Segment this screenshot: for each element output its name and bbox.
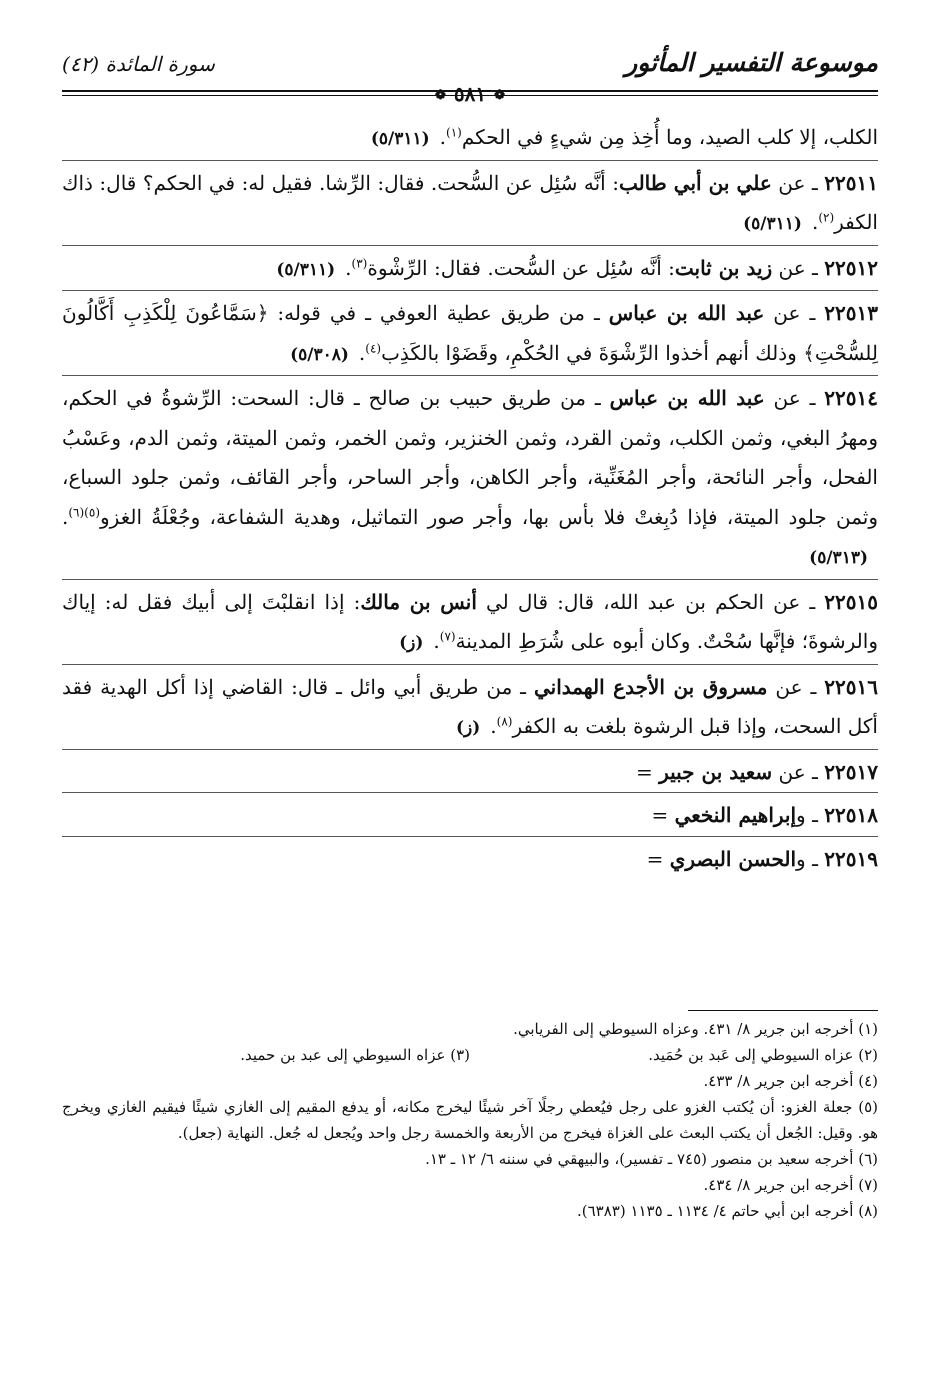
footnote-8: (٨) أخرجه ابن أبي حاتم ٤/ ١١٣٤ ـ ١١٣٥ (٦٣٨٣). — [576, 1202, 878, 1220]
narrator-name: الحسن البصري — [669, 846, 797, 871]
narrator-name: مسروق بن الأجدع الهمداني — [533, 674, 768, 699]
entry-22518: ٢٢٥١٨ ـ وإبراهيم النخعي = — [62, 792, 878, 836]
page-number-block — [62, 82, 878, 106]
entry-continuation: الكلب، إلا كلب الصيد، وما أُخِذ مِن شيءٍ في الحكم$^{(١)}$.(٥/٣١١) — [370, 125, 878, 149]
header-rule — [62, 90, 878, 92]
footnote-6: (٦) أخرجه سعيد بن منصور (٧٤٥ ـ تفسير)، والبيهقي في سننه ٦/ ١٢ ـ ١٣. — [425, 1150, 878, 1168]
surah-title: سورة المائدة (٤٢) — [62, 52, 215, 76]
ornament-icon: ❁ — [494, 88, 506, 103]
entry-22512: ٢٢٥١٢ ـ عن زيد بن ثابت: أنَّه سُئِل عن السُّحت. فقال: الرِّشْوة$^{(٣)}$.(٥/٣١١) — [62, 245, 878, 291]
footnote-2: (٢) عزاه السيوطي إلى عَبد بن حُمَيد. — [648, 1046, 878, 1064]
footnote-marker: (٨) — [496, 714, 513, 729]
entry-22517: ٢٢٥١٧ ـ عن سعيد بن جبير = — [62, 749, 878, 793]
entry-number: ٢٢٥١٩ — [824, 846, 878, 871]
volume-reference: (٥/٣٠٨) — [290, 344, 349, 365]
entry-number: ٢٢٥١١ — [824, 170, 878, 195]
narrator-name: علي بن أبي طالب — [618, 170, 772, 195]
footnote-marker: (٤) — [365, 340, 382, 355]
entry-number: ٢٢٥١٧ — [824, 759, 878, 784]
footnotes — [62, 1016, 878, 1224]
footnote-5: (٥) جعلة الغزو: أن يُكتب الغزو على رجل فيُعطي رجلًا آخر شيئًا ليخرج مكانه، أو يدفع المقيم إلى الغازي شيئًا فيقيم الغازي ويخرج هو. وقيل: الجُعل أن يكتب البعث على الغزاة فيخرج من الأربعة والخمسة رجل واحد ويُجعل له جُعل. النهاية (جعل). — [62, 1098, 878, 1142]
footnote-row-2-3 — [62, 1042, 878, 1068]
entry-number: ٢٢٥١٢ — [824, 255, 878, 280]
footnote-marker: (١) — [446, 125, 462, 140]
entry-22511: ٢٢٥١١ ـ عن علي بن أبي طالب: أنَّه سُئِل عن السُّحت. فقال: الرِّشا. فقيل له: في الحكم؟ قال: ذاك الكفر$^{(٢)}$.(٥/٣١١) — [62, 160, 878, 245]
footnote-7: (٧) أخرجه ابن جرير ٨/ ٤٣٤. — [703, 1176, 878, 1194]
footnote-1: (١) أخرجه ابن جرير ٨/ ٤٣١. وعزاه السيوطي إلى الفريابي. — [513, 1020, 878, 1038]
entry-22515: ٢٢٥١٥ ـ عن الحكم بن عبد الله، قال: قال لي أنس بن مالك: إذا انقلبْتَ إلى أبيك فقل له: إياك والرشوةَ؛ فإنَّها سُحْتٌ. وكان أبوه على شُرَطِ المدينة$^{(٧)}$.(ز) — [62, 579, 878, 664]
volume-reference: (٥/٣١١) — [276, 259, 336, 280]
footnote-marker: (٥)(٦) — [68, 504, 101, 519]
footnote-separator — [688, 1010, 878, 1011]
narrator-name: سعيد بن جبير — [659, 759, 773, 784]
entry-number: ٢٢٥١٣ — [824, 301, 879, 325]
entry-22516: ٢٢٥١٦ ـ عن مسروق بن الأجدع الهمداني ـ من طريق أبي وائل ـ قال: القاضي إذا أكل الهدية فقد أكل السحت، وإذا قبل الرشوة بلغت به الكفر$^{(٨)}$.(ز) — [62, 664, 878, 749]
main-text — [62, 118, 878, 879]
entry-number: ٢٢٥١٦ — [824, 674, 878, 699]
volume-reference: (٥/٣١١) — [370, 129, 430, 149]
footnote-3: (٣) عزاه السيوطي إلى عبد بن حميد. — [240, 1046, 470, 1064]
entry-number: ٢٢٥١٥ — [824, 589, 878, 614]
volume-reference: (ز) — [399, 633, 424, 653]
ornament-icon: ❁ — [434, 88, 446, 103]
footnote-4: (٤) أخرجه ابن جرير ٨/ ٤٣٣. — [703, 1072, 878, 1090]
entry-22514: ٢٢٥١٤ ـ عن عبد الله بن عباس ـ من طريق حبيب بن صالح ـ قال: السحت: الرِّشوةُ في الحكم، ومهرُ البغي، وثمن الكلب، وثمن القرد، وثمن الخنزير، وثمن الخمر، وثمن الميتة، وثمن الدم، وعَسْبُ الفحل، وأجر النائحة، وأجر المُغَنِّية، وأجر الكاهن، وأجر الساحر، وأجر القائف، وثمن جلود السباع، وثمن جلود الميتة، فإذا دُبِغتْ فلا بأس بها، وأجر صور التماثيل، وهدية الشفاعة، وجُعْلَةُ الغزو$^{(٥)(٦)}$.(٥/٣١٣) — [62, 375, 878, 579]
footnote-marker: (٢) — [818, 210, 835, 225]
volume-reference: (٥/٣١١) — [743, 214, 802, 234]
entry-22519: ٢٢٥١٩ ـ والحسن البصري = — [62, 836, 878, 880]
quran-verse: ﴿سَمَّاعُونَ لِلْكَذِبِ أَكَّالُونَ لِلسُّحْتِ﴾ — [62, 301, 878, 365]
narrator-name: عبد الله بن عباس — [609, 386, 765, 410]
narrator-name: أنس بن مالك — [360, 589, 477, 614]
narrator-name: إبراهيم النخعي — [674, 803, 797, 827]
footnote-marker: (٣) — [351, 255, 368, 270]
entry-22513: ٢٢٥١٣ ـ عن عبد الله بن عباس ـ من طريق عطية العوفي ـ في قوله: ﴿سَمَّاعُونَ لِلْكَذِبِ أَكَّالُونَ لِلسُّحْتِ﴾ وذلك أنهم أخذوا الرِّشْوَةَ في الحُكْمِ، وقَضَوْا بالكَذِب$^{(٤)}$.(٥/٣٠٨) — [62, 290, 878, 375]
header-rule-thin — [62, 95, 878, 96]
footnote-marker: (٧) — [439, 629, 456, 644]
book-title: موسوعة التفسير المأثور — [625, 48, 878, 77]
entry-number: ٢٢٥١٨ — [824, 803, 878, 827]
narrator-name: زيد بن ثابت — [674, 255, 773, 280]
entry-number: ٢٢٥١٤ — [824, 386, 878, 410]
page-number: ٥٨١ — [453, 82, 487, 106]
narrator-name: عبد الله بن عباس — [608, 301, 765, 325]
volume-reference: (٥/٣١٣) — [809, 548, 868, 568]
volume-reference: (ز) — [456, 718, 481, 738]
